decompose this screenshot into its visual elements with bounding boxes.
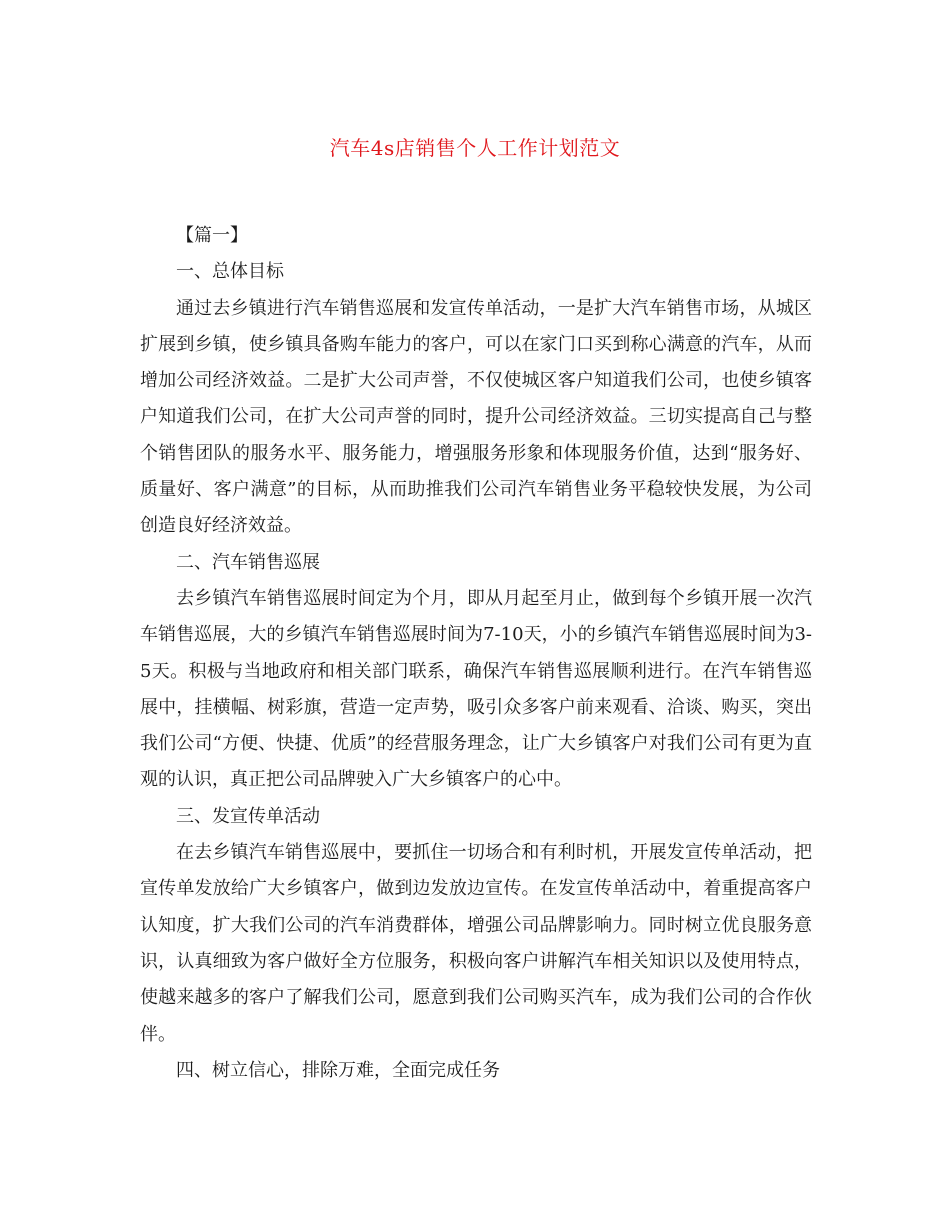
paragraph-sales-roadshow: 去乡镇汽车销售巡展时间定为个月，即从月起至月止，做到每个乡镇开展一次汽车销售巡展，大的乡镇汽车销售巡展时间为7-10天，小的乡镇汽车销售巡展时间为3-5天。积极与当地政府和相关部门联系，确保汽车销售巡展顺利进行。在汽车销售巡展中，挂横幅、树彩旗，营造一定声势，吸引众多客户前来观看、洽谈、购买，突出我们公司“方便、快捷、优质”的经营服务理念，让广大乡镇客户对我们公司有更为直观的认识，真正把公司品牌驶入广大乡镇客户的心中。 (140, 587, 812, 791)
paragraph-overall-goal: 通过去乡镇进行汽车销售巡展和发宣传单活动，一是扩大汽车销售市场，从城区扩展到乡镇，使乡镇具备购车能力的客户，可以在家门口买到称心满意的汽车，从而增加公司经济效益。二是扩大公司声誉，不仅使城区客户知道我们公司，也使乡镇客户知道我们公司，在扩大公司声誉的同时，提升公司经济效益。三切实提高自己与整个销售团队的服务水平、服务能力，增强服务形象和体现服务价值，达到“服务好、质量好、客户满意”的目标，从而助推我们公司汽车销售业务平稳较快发展，为公司创造良好经济效益。 (140, 297, 812, 537)
document-body (140, 218, 812, 1089)
heading-build-confidence: 四、树立信心，排除万难，全面完成任务 (176, 1059, 500, 1081)
section-marker: 【篇一】 (176, 225, 248, 246)
heading-leaflet-activity: 三、发宣传单活动 (176, 805, 320, 827)
heading-overall-goal: 一、总体目标 (176, 261, 284, 283)
paragraph-leaflet-activity: 在去乡镇汽车销售巡展中，要抓住一切场合和有利时机，开展发宣传单活动，把宣传单发放给广大乡镇客户，做到边发放边宣传。在发宣传单活动中，着重提高客户认知度，扩大我们公司的汽车消费群体，增强公司品牌影响力。同时树立优良服务意识，认真细致为客户做好全方位服务，积极向客户讲解汽车相关知识以及使用特点，使越来越多的客户了解我们公司，愿意到我们公司购买汽车，成为我们公司的合作伙伴。 (140, 842, 812, 1045)
heading-sales-roadshow: 二、汽车销售巡展 (176, 551, 320, 573)
document-title: 汽车4s店销售个人工作计划范文 (329, 136, 621, 160)
